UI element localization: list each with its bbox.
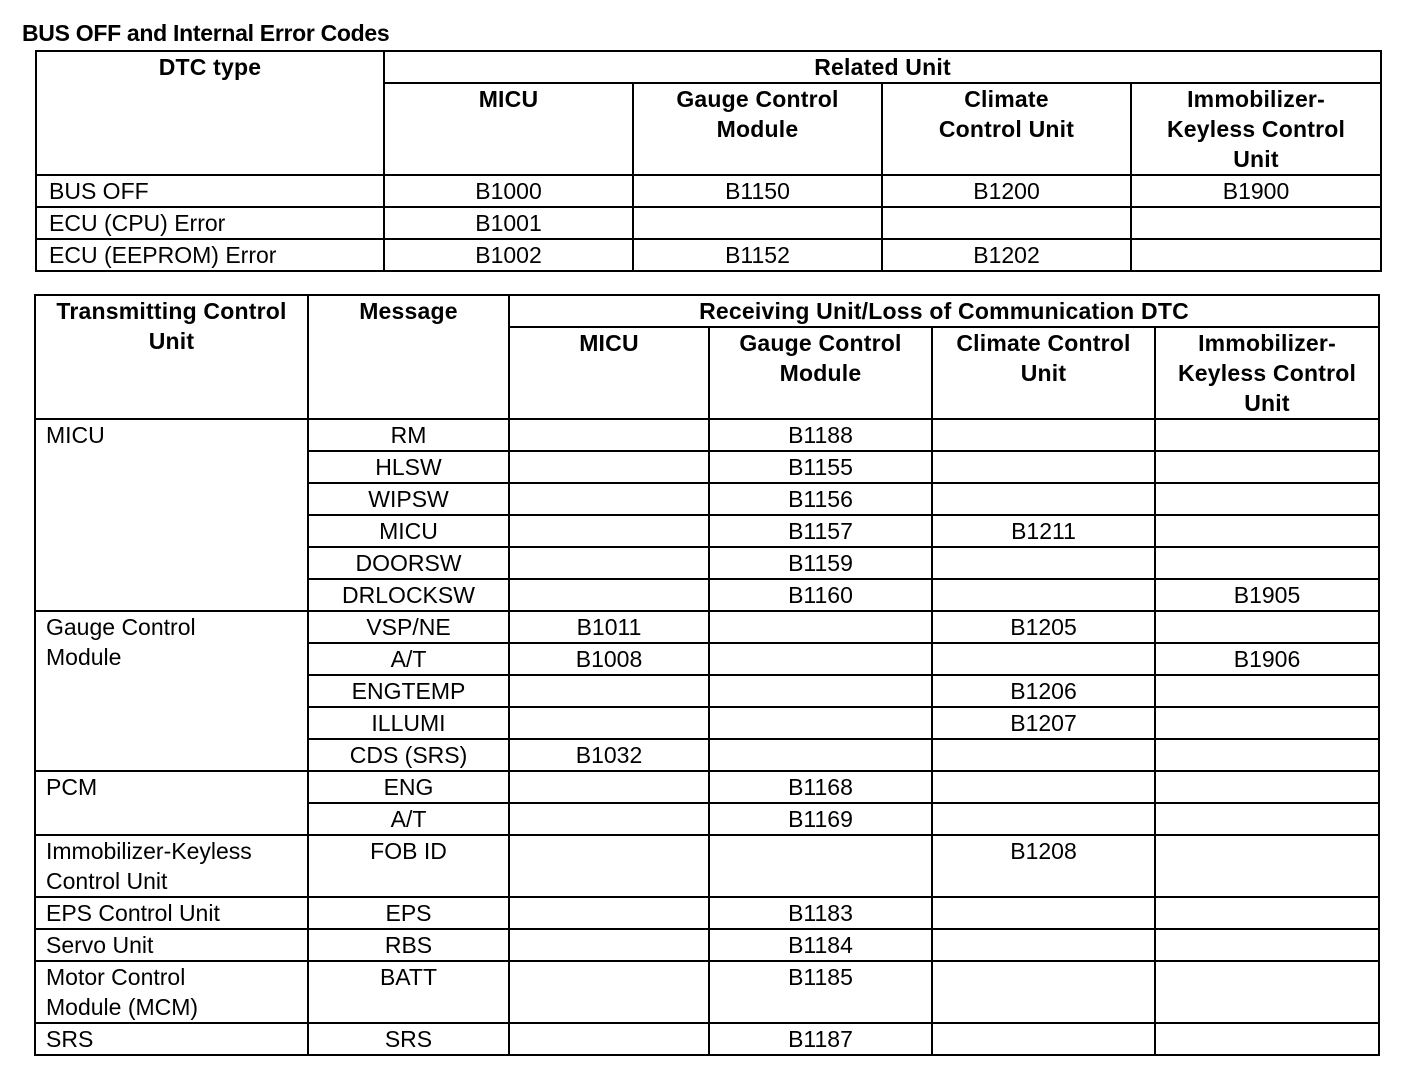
bus-off-error-table: [35, 50, 1382, 272]
code-cell: [1155, 929, 1379, 961]
message-cell: EPS: [308, 897, 509, 929]
code-cell: [509, 515, 709, 547]
code-cell: B1905: [1155, 579, 1379, 611]
code-cell: [932, 643, 1155, 675]
code-cell: [932, 929, 1155, 961]
message-cell: ENGTEMP: [308, 675, 509, 707]
transmitting-unit-cell: PCM: [35, 771, 308, 835]
code-cell: B1906: [1155, 643, 1379, 675]
code-cell: B1160: [709, 579, 932, 611]
code-cell: [932, 771, 1155, 803]
message-cell: RM: [308, 419, 509, 451]
code-cell: [1155, 547, 1379, 579]
code-cell: [932, 483, 1155, 515]
code-cell: B1168: [709, 771, 932, 803]
header-unit-micu: MICU: [509, 327, 709, 419]
code-cell: [509, 929, 709, 961]
code-cell: [932, 803, 1155, 835]
code-cell: [932, 419, 1155, 451]
page-title: BUS OFF and Internal Error Codes: [22, 20, 390, 46]
message-cell: WIPSW: [308, 483, 509, 515]
header-unit-immobilizer: Immobilizer-Keyless Control Unit: [1131, 83, 1381, 175]
code-cell: B1159: [709, 547, 932, 579]
code-cell: B1155: [709, 451, 932, 483]
code-cell: [1155, 515, 1379, 547]
code-cell: B1157: [709, 515, 932, 547]
message-cell: FOB ID: [308, 835, 509, 897]
code-cell: [709, 643, 932, 675]
message-cell: CDS (SRS): [308, 739, 509, 771]
table-row: [36, 239, 1381, 271]
code-cell: [932, 579, 1155, 611]
communication-dtc-table: [34, 294, 1380, 1056]
code-cell: [932, 547, 1155, 579]
table-row: [36, 207, 1381, 239]
table-row: [35, 1023, 1379, 1055]
message-cell: DRLOCKSW: [308, 579, 509, 611]
code-cell: B1900: [1131, 175, 1381, 207]
table-row: [35, 961, 1379, 1023]
code-cell: [509, 803, 709, 835]
table-row: [35, 929, 1379, 961]
header-unit-gauge: Gauge Control Module: [633, 83, 882, 175]
header-transmitting-unit: Transmitting Control Unit: [35, 295, 308, 419]
transmitting-unit-cell: Immobilizer-Keyless Control Unit: [35, 835, 308, 897]
code-cell: [709, 675, 932, 707]
code-cell: [1155, 707, 1379, 739]
code-cell: B1207: [932, 707, 1155, 739]
transmitting-unit-cell: Gauge Control Module: [35, 611, 308, 771]
code-cell: B1032: [509, 739, 709, 771]
code-cell: [1155, 483, 1379, 515]
table-row: [35, 611, 1379, 643]
code-cell: B1184: [709, 929, 932, 961]
code-cell: B1011: [509, 611, 709, 643]
dtc-type-cell: ECU (CPU) Error: [36, 207, 384, 239]
code-cell: [1155, 897, 1379, 929]
message-cell: VSP/NE: [308, 611, 509, 643]
code-cell: [1155, 739, 1379, 771]
code-cell: B1156: [709, 483, 932, 515]
code-cell: [509, 835, 709, 897]
code-cell: B1183: [709, 897, 932, 929]
table-row: [35, 897, 1379, 929]
header-dtc-type: DTC type: [36, 51, 384, 175]
code-cell: [1155, 835, 1379, 897]
code-cell: [1131, 207, 1381, 239]
code-cell: [1155, 675, 1379, 707]
code-cell: B1211: [932, 515, 1155, 547]
transmitting-unit-cell: Motor Control Module (MCM): [35, 961, 308, 1023]
code-cell: B1208: [932, 835, 1155, 897]
table-row: [35, 835, 1379, 897]
header-unit-micu: MICU: [384, 83, 633, 175]
code-cell: [932, 1023, 1155, 1055]
code-cell: B1200: [882, 175, 1131, 207]
transmitting-unit-cell: MICU: [35, 419, 308, 611]
message-cell: HLSW: [308, 451, 509, 483]
code-cell: B1152: [633, 239, 882, 271]
code-cell: [1131, 239, 1381, 271]
code-cell: [633, 207, 882, 239]
message-cell: MICU: [308, 515, 509, 547]
header-unit-immobilizer: Immobilizer-Keyless Control Unit: [1155, 327, 1379, 419]
code-cell: [932, 897, 1155, 929]
code-cell: [709, 611, 932, 643]
header-unit-climate: Climate Control Unit: [882, 83, 1131, 175]
code-cell: [1155, 451, 1379, 483]
dtc-type-cell: ECU (EEPROM) Error: [36, 239, 384, 271]
transmitting-unit-cell: Servo Unit: [35, 929, 308, 961]
code-cell: B1008: [509, 643, 709, 675]
header-related-unit: Related Unit: [384, 51, 1381, 83]
code-cell: B1187: [709, 1023, 932, 1055]
code-cell: [509, 897, 709, 929]
code-cell: [509, 579, 709, 611]
code-cell: B1169: [709, 803, 932, 835]
code-cell: [932, 961, 1155, 1023]
table-row: [35, 419, 1379, 451]
code-cell: [509, 451, 709, 483]
code-cell: B1205: [932, 611, 1155, 643]
code-cell: [509, 483, 709, 515]
code-cell: [509, 961, 709, 1023]
message-cell: A/T: [308, 643, 509, 675]
header-receiving-unit: Receiving Unit/Loss of Communication DTC: [509, 295, 1379, 327]
table-row: [35, 771, 1379, 803]
message-cell: ENG: [308, 771, 509, 803]
code-cell: [1155, 611, 1379, 643]
code-cell: [709, 707, 932, 739]
code-cell: [509, 547, 709, 579]
code-cell: [709, 835, 932, 897]
code-cell: [932, 451, 1155, 483]
message-cell: SRS: [308, 1023, 509, 1055]
code-cell: B1150: [633, 175, 882, 207]
message-cell: ILLUMI: [308, 707, 509, 739]
message-cell: RBS: [308, 929, 509, 961]
transmitting-unit-cell: SRS: [35, 1023, 308, 1055]
code-cell: [709, 739, 932, 771]
code-cell: B1206: [932, 675, 1155, 707]
code-cell: B1000: [384, 175, 633, 207]
code-cell: [509, 771, 709, 803]
code-cell: [932, 739, 1155, 771]
header-message: Message: [308, 295, 509, 419]
message-cell: A/T: [308, 803, 509, 835]
header-unit-climate: Climate Control Unit: [932, 327, 1155, 419]
code-cell: B1188: [709, 419, 932, 451]
code-cell: [1155, 1023, 1379, 1055]
dtc-type-cell: BUS OFF: [36, 175, 384, 207]
code-cell: [509, 707, 709, 739]
code-cell: [509, 1023, 709, 1055]
code-cell: [509, 419, 709, 451]
code-cell: B1202: [882, 239, 1131, 271]
code-cell: B1185: [709, 961, 932, 1023]
header-unit-gauge: Gauge Control Module: [709, 327, 932, 419]
message-cell: DOORSW: [308, 547, 509, 579]
message-cell: BATT: [308, 961, 509, 1023]
code-cell: B1002: [384, 239, 633, 271]
transmitting-unit-cell: EPS Control Unit: [35, 897, 308, 929]
code-cell: B1001: [384, 207, 633, 239]
code-cell: [1155, 419, 1379, 451]
code-cell: [1155, 771, 1379, 803]
code-cell: [1155, 961, 1379, 1023]
code-cell: [509, 675, 709, 707]
table-row: [36, 175, 1381, 207]
code-cell: [882, 207, 1131, 239]
code-cell: [1155, 803, 1379, 835]
